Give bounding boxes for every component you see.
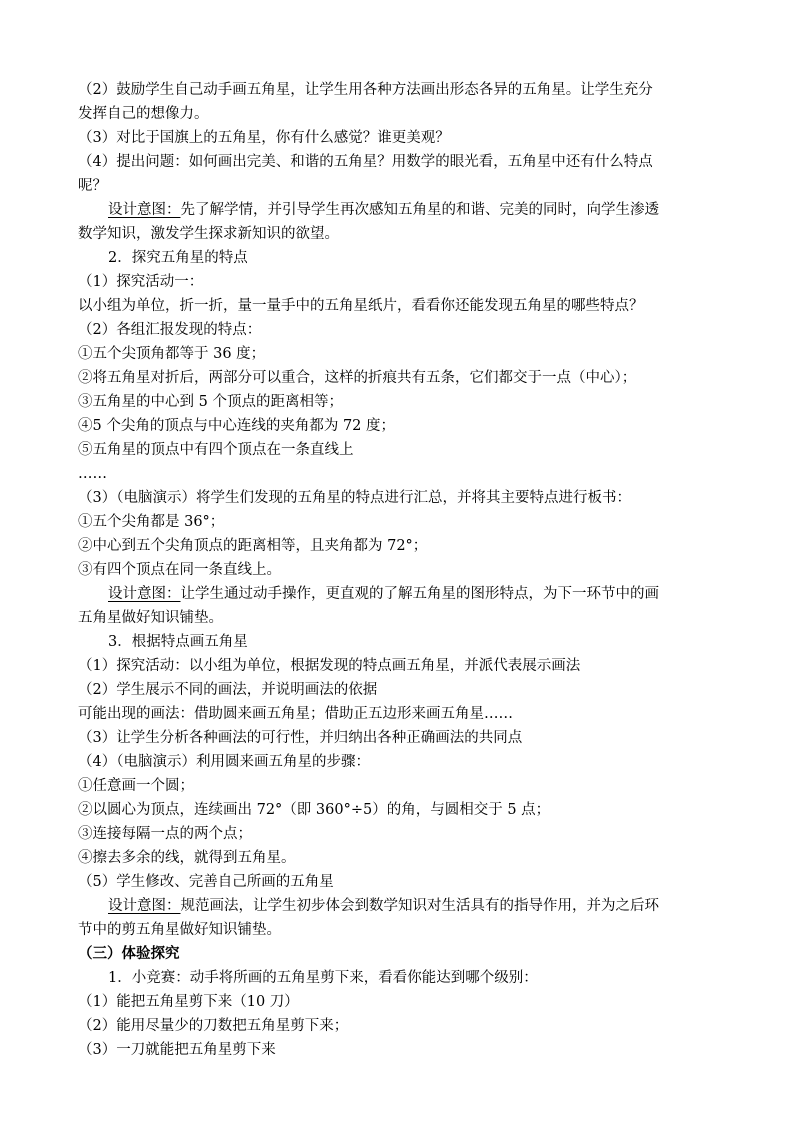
- list-item: ③有四个顶点在同一条直线上。: [78, 562, 281, 578]
- section-heading: 3．根据特点画五角星: [108, 634, 248, 650]
- list-item: （4）（电脑演示）利用圆来画五角星的步骤：: [78, 754, 370, 770]
- paragraph-line: （4）提出问题：如何画出完美、和谐的五角星？用数学的眼光看，五角星中还有什么特点: [78, 154, 653, 170]
- design-intent-text-cont: 数学知识，激发学生探求新知识的欲望。: [78, 226, 339, 242]
- list-item: ③连接每隔一点的两个点；: [78, 826, 252, 842]
- list-item: （2）能用尽量少的刀数把五角星剪下来；: [78, 1018, 349, 1034]
- section-title: （三）体验探究: [78, 945, 180, 962]
- list-item: ①任意画一个圆；: [78, 778, 194, 794]
- list-item: 以小组为单位，折一折，量一量手中的五角星纸片，看看你还能发现五角星的哪些特点？: [78, 298, 644, 314]
- design-intent-text: 规范画法，让学生初步体会到数学知识对生活具有的指导作用，并为之后环: [180, 898, 659, 914]
- list-item: （3）一刀就能把五角星剪下来: [78, 1042, 276, 1058]
- design-intent-3: [78, 894, 718, 918]
- list-item: ①五个尖角都是 36°；: [78, 514, 225, 530]
- paragraph-line: （3）对比于国旗上的五角星，你有什么感觉？谁更美观？: [78, 130, 450, 146]
- list-item: ①五个尖顶角都等于 36 度；: [78, 346, 266, 362]
- document-page: [78, 78, 718, 1062]
- list-item: ②以圆心为顶点，连续画出 72°（即 360°÷5）的角，与圆相交于 5 点；: [78, 802, 551, 818]
- design-intent-1: [78, 198, 718, 222]
- paragraph-line: 呢？: [78, 178, 107, 194]
- section-heading: 1．小竞赛：动手将所画的五角星剪下来，看看你能达到哪个级别：: [108, 970, 538, 986]
- list-item: （3）（电脑演示）将学生们发现的五角星的特点进行汇总，并将其主要特点进行板书：: [78, 490, 631, 506]
- ellipsis-line: ……: [78, 466, 107, 482]
- design-intent-text: 让学生通过动手操作，更直观的了解五角星的图形特点，为下一环节中的画: [180, 586, 659, 602]
- design-intent-text-cont: 五角星做好知识铺垫。: [78, 610, 223, 626]
- list-item: ③五角星的中心到 5 个顶点的距离相等；: [78, 394, 343, 410]
- list-item: ⑤五角星的顶点中有四个顶点在一条直线上: [78, 442, 354, 458]
- design-intent-label: 设计意图：: [108, 586, 181, 602]
- list-item: ④擦去多余的线，就得到五角星。: [78, 850, 296, 866]
- list-item: ②中心到五个尖角顶点的距离相等，且夹角都为 72°；: [78, 538, 428, 554]
- list-item: （1）能把五角星剪下来（10 刀）: [78, 994, 299, 1010]
- list-item: （2）学生展示不同的画法，并说明画法的依据: [78, 682, 378, 698]
- section-heading: 2．探究五角星的特点: [108, 250, 248, 266]
- list-item: （2）各组汇报发现的特点：: [78, 322, 262, 338]
- list-item: （5）学生修改、完善自己所画的五角星: [78, 874, 334, 890]
- design-intent-label: 设计意图：: [108, 202, 181, 218]
- design-intent-2: [78, 582, 718, 606]
- paragraph-line: 发挥自己的想像力。: [78, 106, 209, 122]
- design-intent-text-cont: 节中的剪五角星做好知识铺垫。: [78, 922, 281, 938]
- list-item: （1）探究活动：以小组为单位，根据发现的特点画五角星，并派代表展示画法: [78, 658, 581, 674]
- list-item: （3）让学生分析各种画法的可行性，并归纳出各种正确画法的共同点: [78, 730, 523, 746]
- list-item: （1）探究活动一：: [78, 274, 204, 290]
- design-intent-text: 先了解学情，并引导学生再次感知五角星的和谐、完美的同时，向学生渗透: [180, 202, 659, 218]
- list-item: ④5 个尖角的顶点与中心连线的夹角都为 72 度；: [78, 418, 396, 434]
- list-item: ②将五角星对折后，两部分可以重合，这样的折痕共有五条，它们都交于一点（中心）；: [78, 370, 637, 386]
- paragraph-line: （2）鼓励学生自己动手画五角星，让学生用各种方法画出形态各异的五角星。让学生充分: [78, 82, 653, 98]
- list-item: 可能出现的画法：借助圆来画五角星；借助正五边形来画五角星……: [78, 706, 513, 722]
- design-intent-label: 设计意图：: [108, 898, 181, 914]
